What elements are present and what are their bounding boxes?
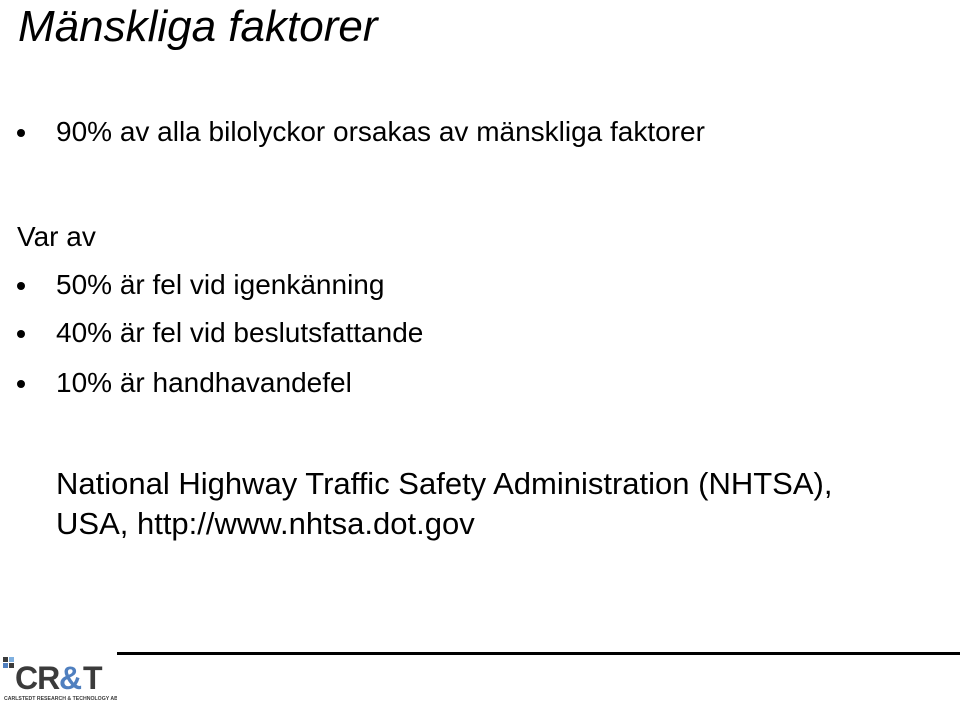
source-line-2: USA, http://www.nhtsa.dot.gov [56,506,475,541]
bullet-dot [17,129,25,137]
slide-title: Mänskliga faktorer [18,2,378,51]
bullet-dot [17,330,25,338]
breakdown-item: 40% är fel vid beslutsfattande [56,317,424,348]
svg-text:T: T [83,660,103,696]
breakdown-item: 10% är handhavandefel [56,367,352,398]
svg-text:CARLSTEDT RESEARCH & TECHNOLOG: CARLSTEDT RESEARCH & TECHNOLOGY AB [4,696,117,702]
company-logo [3,656,117,702]
svg-text:&: & [59,660,83,696]
breakdown-heading: Var av [17,221,96,252]
footer-divider [117,652,960,655]
svg-text:CR: CR [15,660,60,696]
intro-bullet-text: 90% av alla bilolyckor orsakas av mänskliga faktorer [56,116,705,147]
bullet-dot [17,380,25,388]
breakdown-item: 50% är fel vid igenkänning [56,269,385,300]
bullet-dot [17,282,25,290]
source-line-1: National Highway Traffic Safety Administration (NHTSA), [56,466,833,501]
source-citation [56,464,832,544]
